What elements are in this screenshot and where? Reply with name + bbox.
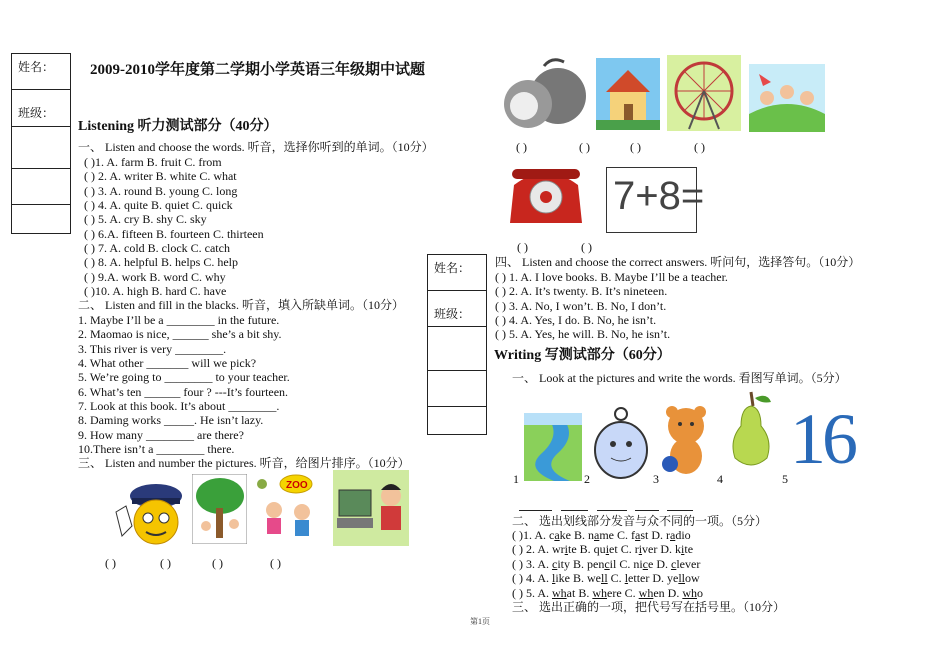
underlined-letters: i xyxy=(605,542,610,557)
list-item: ( ) 2. A. It’s twenty. B. It’s nineteen. xyxy=(495,284,668,298)
part3-bracket: ( ) xyxy=(270,556,281,570)
item-text: ( ) 4. A. xyxy=(512,571,552,586)
item-text: ( ) 3. A. xyxy=(512,556,552,571)
underlined-letters: l xyxy=(624,571,629,586)
underlined-letters: l xyxy=(552,571,556,586)
part1-instruction: 一、 Listen and choose the words. 听音，选择你听到的单词。（10分） xyxy=(78,140,434,154)
list-item xyxy=(512,557,700,571)
list-item: 10.There isn’t a ________ there. xyxy=(78,442,235,456)
item-text: at B. xyxy=(566,585,593,600)
underlined-letters: a xyxy=(594,528,600,542)
writing-heading: Writing 写测试部分（60分） xyxy=(494,348,671,363)
item-text: ke B. n xyxy=(559,528,594,542)
computer-boy-picture xyxy=(333,470,409,546)
peach-picture xyxy=(500,56,588,132)
class-label: 班级： xyxy=(18,106,55,120)
item-text: lever xyxy=(676,556,701,571)
page-footer: 第1页 xyxy=(470,617,490,626)
list-item: ( ) 4. A. quite B. quiet C. quick xyxy=(84,198,233,212)
pear-picture xyxy=(727,388,775,472)
blank-cell xyxy=(12,169,70,205)
mid-bracket: ( ) xyxy=(581,240,592,254)
answer-line[interactable] xyxy=(597,510,627,511)
list-item: 9. How many ________ are there? xyxy=(78,428,244,442)
name-cell xyxy=(428,255,486,291)
underlined-letters: a xyxy=(635,528,641,542)
list-item: ( ) 4. A. Yes, I do. B. No, he isn’t. xyxy=(495,313,657,327)
class-label: 班级： xyxy=(434,307,471,321)
part4-instruction: 四、 Listen and choose the correct answers. 听问句，选择答句。（10分） xyxy=(495,255,861,269)
student-info-table xyxy=(11,53,71,234)
underlined-letters: c xyxy=(552,556,558,571)
picture-number: 4 xyxy=(717,472,723,486)
item-text: o xyxy=(697,585,704,600)
list-item: 2. Maomao is nice, ______ she’s a bit shy. xyxy=(78,327,282,341)
list-item xyxy=(512,528,691,542)
item-text: e D. xyxy=(648,556,671,571)
blank-cell xyxy=(12,205,70,234)
item-text: et C. r xyxy=(609,542,639,557)
item-text: ( )1. A. c xyxy=(512,528,555,542)
item-text: il C. ni xyxy=(609,556,643,571)
list-item: ( ) 5. A. Yes, he will. B. No, he isn’t. xyxy=(495,327,671,341)
list-item: ( ) 6.A. fifteen B. fourteen C. thirteen xyxy=(84,227,264,241)
item-text: C. xyxy=(607,571,625,586)
item-text: me C. f xyxy=(599,528,635,542)
picture-number: 2 xyxy=(584,472,590,486)
blank-cell xyxy=(428,327,486,371)
top-bracket: ( ) xyxy=(630,140,641,154)
list-item: 6. What’s ten ______ four ? ---It’s fourteen. xyxy=(78,385,289,399)
page-title: 2009-2010学年度第二学期小学英语三年级期中试题 xyxy=(90,62,425,78)
list-item: ( )1. A. farm B. fruit C. from xyxy=(84,155,222,169)
item-text: ity B. pen xyxy=(557,556,605,571)
item-text: ow xyxy=(685,571,700,586)
list-item: ( ) 8. A. helpful B. helps C. help xyxy=(84,255,238,269)
picture-number: 1 xyxy=(513,472,519,486)
river-picture xyxy=(524,413,582,481)
list-item: 7. Look at this book. It’s about ________. xyxy=(78,399,280,413)
picture-number: 3 xyxy=(653,472,659,486)
house-picture xyxy=(596,58,660,130)
underlined-letters: c xyxy=(642,556,648,571)
item-text: dio xyxy=(675,528,691,542)
underlined-letters: i xyxy=(638,542,643,557)
sixteen-number: 16 xyxy=(790,399,854,479)
underlined-letters: wh xyxy=(682,585,698,600)
item-text: ( ) 5. A. xyxy=(512,585,552,600)
part3-bracket: ( ) xyxy=(105,556,116,570)
listening-heading: Listening 听力测试部分（40分） xyxy=(78,119,278,134)
blank-cell xyxy=(428,407,486,435)
underlined-letters: i xyxy=(681,542,685,557)
list-item: ( ) 3. A. No, I won’t. B. No, I don’t. xyxy=(495,299,667,313)
writing-part3-instruction: 三、 选出正确的一项，把代号写在括号里。（10分） xyxy=(512,600,786,614)
underlined-letters: a xyxy=(554,528,560,542)
underlined-letters: c xyxy=(604,556,610,571)
student-info-table-2 xyxy=(427,254,487,435)
list-item: 5. We’re going to ________ to your teacher. xyxy=(78,370,290,384)
list-item: 3. This river is very ________. xyxy=(78,342,227,356)
list-item xyxy=(512,542,693,556)
underlined-letters: wh xyxy=(552,585,567,600)
picture-number: 5 xyxy=(782,472,788,486)
answer-line[interactable] xyxy=(519,510,552,511)
item-text: st D. r xyxy=(640,528,670,542)
zoo-kids-picture xyxy=(256,472,326,544)
class-cell xyxy=(12,90,70,127)
underlined-letters: wh xyxy=(638,585,654,600)
zoo-text: ZOO xyxy=(286,480,308,491)
top-bracket: ( ) xyxy=(516,140,527,154)
policeman-picture xyxy=(108,476,188,546)
writing-part2-instruction: 二、 选出划线部分发音与众不同的一项。（5分） xyxy=(512,514,768,528)
list-item: ( ) 9.A. work B. word C. why xyxy=(84,270,226,284)
class-cell xyxy=(428,291,486,327)
top-bracket: ( ) xyxy=(579,140,590,154)
underlined-letters: i xyxy=(564,542,569,557)
top-bracket: ( ) xyxy=(694,140,705,154)
list-item: 4. What other _______ will we pick? xyxy=(78,356,257,370)
part3-bracket: ( ) xyxy=(212,556,223,570)
part2-instruction: 二、 Listen and fill in the blacks. 听音，填入所缺单词。（10分） xyxy=(78,298,404,312)
blank-cell xyxy=(12,127,70,169)
math-box xyxy=(606,167,705,233)
list-item: ( ) 2. A. writer B. white C. what xyxy=(84,169,237,183)
item-text: ver D. k xyxy=(642,542,682,557)
list-item xyxy=(512,586,703,600)
answer-line[interactable] xyxy=(667,510,693,511)
blank-cell xyxy=(428,371,486,407)
list-item: ( ) 3. A. round B. young C. long xyxy=(84,184,238,198)
part3-instruction: 三、 Listen and number the pictures. 听音，给图片排序。（10分） xyxy=(78,456,410,470)
list-item: 1. Maybe I’ll be a ________ in the future. xyxy=(78,313,280,327)
name-label: 姓名： xyxy=(434,261,471,275)
name-cell xyxy=(12,54,70,90)
clock-picture xyxy=(593,406,649,482)
item-text: te xyxy=(684,542,694,557)
item-text: ( ) 2. A. wr xyxy=(512,542,565,557)
list-item: 8. Daming works _____. He isn’t lazy. xyxy=(78,413,264,427)
name-label: 姓名： xyxy=(18,60,55,74)
math-text: 7+8= xyxy=(613,174,705,218)
underlined-letters: ll xyxy=(678,571,686,586)
mid-bracket: ( ) xyxy=(517,240,528,254)
list-item: ( ) 7. A. cold B. clock C. catch xyxy=(84,241,230,255)
writing-part1-instruction: 一、 Look at the pictures and write the words. 看图写单词。（5分） xyxy=(512,371,847,385)
underlined-letters: ll xyxy=(601,571,608,586)
item-text: etter D. ye xyxy=(628,571,679,586)
item-text: en D. xyxy=(653,585,683,600)
children-picture xyxy=(749,64,825,132)
ferris-wheel-picture xyxy=(667,55,741,131)
tree-kids-picture xyxy=(192,474,247,544)
underlined-letters: c xyxy=(671,556,677,571)
tiger-picture xyxy=(660,404,712,476)
underlined-letters: a xyxy=(670,528,676,542)
underlined-letters: wh xyxy=(592,585,608,600)
answer-line[interactable] xyxy=(635,510,659,511)
part3-bracket: ( ) xyxy=(160,556,171,570)
answer-line[interactable] xyxy=(561,510,588,511)
item-text: te B. qu xyxy=(568,542,606,557)
list-item: ( )10. A. high B. hard C. have xyxy=(84,284,227,298)
list-item: ( ) 1. A. I love books. B. Maybe I’ll be a teacher. xyxy=(495,270,728,284)
item-text: ere C. xyxy=(607,585,639,600)
list-item: ( ) 5. A. cry B. shy C. sky xyxy=(84,212,207,226)
item-text: ike B. we xyxy=(555,571,601,586)
telephone-picture xyxy=(506,155,586,231)
list-item xyxy=(512,571,700,585)
